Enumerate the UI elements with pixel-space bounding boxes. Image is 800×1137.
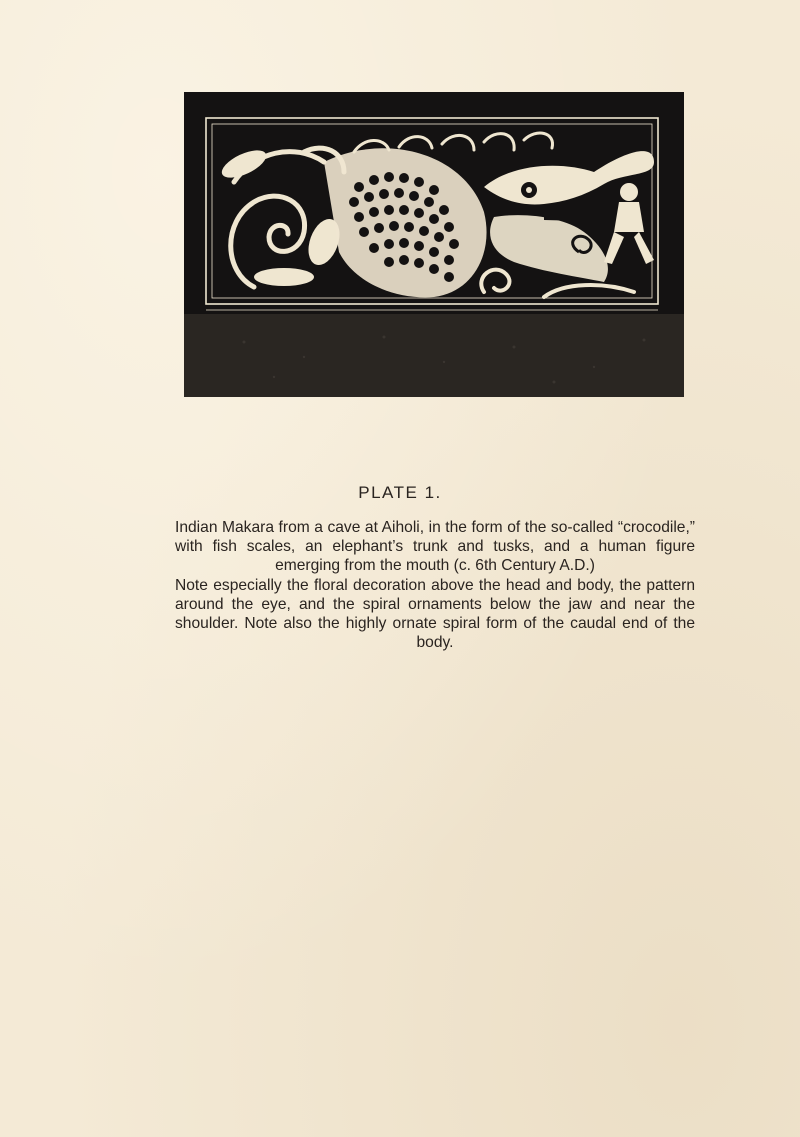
caption-paragraph-description: Indian Makara from a cave at Aiholi, in the form of the so-called “crocodile,” with fish scales, an elephant’s trunk and tusks, and a human figure emerging from the mouth (c. 6th Century A.D.) (175, 519, 695, 574)
makara-carving-artwork (184, 92, 684, 397)
makara-relief-illustration (184, 92, 684, 397)
caption-paragraph-note: Note especially the floral decoration above the head and body, the pattern around the eye, and the spiral ornaments below the jaw and near the shoulder. Note also the highly ornate spiral form of the caudal end of the body. (175, 577, 695, 651)
plate-title: PLATE 1. (358, 483, 442, 502)
